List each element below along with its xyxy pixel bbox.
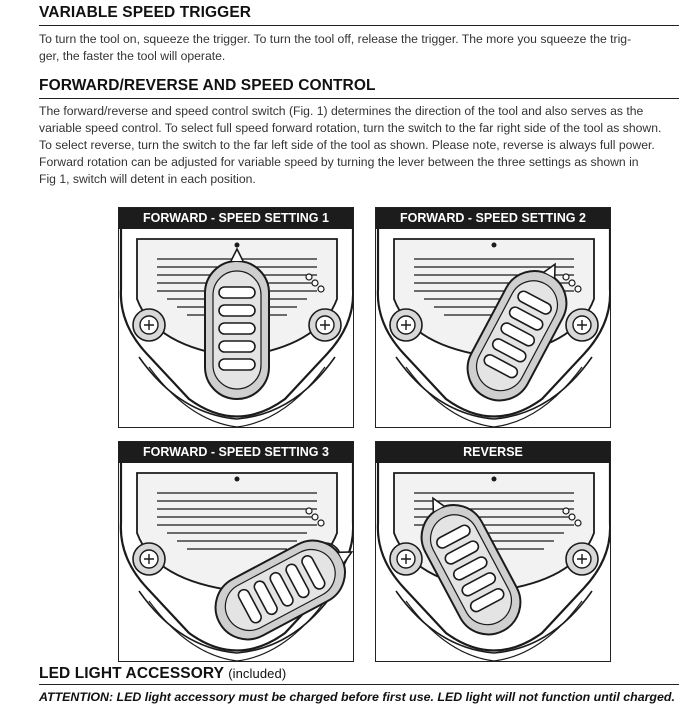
paragraph-variable-speed-trigger	[39, 31, 689, 65]
switch-speed-1-illustration	[119, 229, 354, 428]
paragraph-line: Fig 1, switch will detent in each position.	[39, 172, 256, 186]
switch-speed-2-illustration	[376, 229, 611, 428]
led-title-text: LED LIGHT ACCESSORY	[39, 665, 224, 682]
led-title-suffix: (included)	[228, 666, 287, 681]
section-divider	[39, 684, 679, 685]
figure-label: FORWARD - SPEED SETTING 3	[119, 442, 353, 463]
paragraph-line: ger, the faster the tool will operate.	[39, 49, 226, 63]
figure-label: FORWARD - SPEED SETTING 2	[376, 208, 610, 229]
switch-reverse-illustration	[376, 463, 611, 662]
figure-label: FORWARD - SPEED SETTING 1	[119, 208, 353, 229]
figure-panel-reverse	[375, 441, 611, 662]
switch-speed-3-illustration	[119, 463, 354, 662]
section-title-forward-reverse: FORWARD/REVERSE AND SPEED CONTROL	[39, 77, 376, 94]
figure-label: REVERSE	[376, 442, 610, 463]
paragraph-forward-reverse	[39, 103, 689, 188]
paragraph-line: To select reverse, turn the switch to the far left side of the tool as shown. Please note, reverse is always full power.	[39, 138, 655, 152]
section-divider	[39, 98, 679, 99]
paragraph-line: Forward rotation can be adjusted for variable speed by turning the lever between the three settings as shown in	[39, 155, 639, 169]
figure-panel-speed-1	[118, 207, 354, 428]
figure-panel-speed-3	[118, 441, 354, 662]
figure-panel-speed-2	[375, 207, 611, 428]
paragraph-line: The forward/reverse and speed control switch (Fig. 1) determines the direction of the tool and also serves as the	[39, 104, 644, 118]
paragraph-line: variable speed control. To select full speed forward rotation, turn the switch to the far right side of the tool as shown.	[39, 121, 662, 135]
section-title-led-light	[39, 665, 286, 683]
section-divider	[39, 25, 679, 26]
section-title-variable-speed-trigger: VARIABLE SPEED TRIGGER	[39, 4, 252, 21]
attention-note: ATTENTION: LED light accessory must be charged before first use. LED light will not function until charged.	[39, 690, 675, 704]
paragraph-line: To turn the tool on, squeeze the trigger. To turn the tool off, release the trigger. The more you squeeze the trig-	[39, 32, 632, 46]
